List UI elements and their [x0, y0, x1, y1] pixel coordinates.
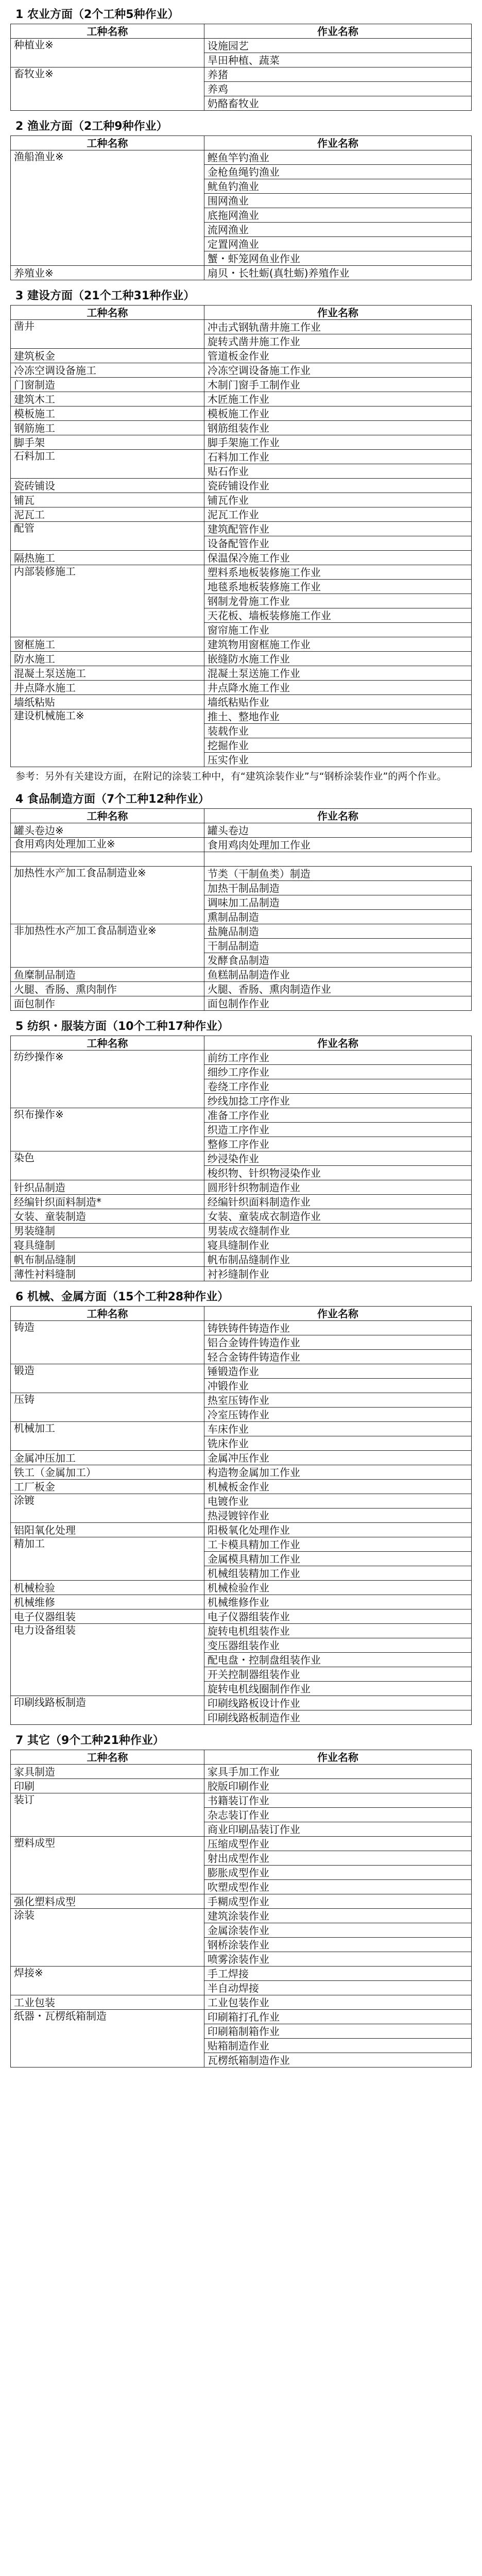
job-type-cell: 焊接※	[11, 1967, 204, 1995]
job-work-cell: 喷雾涂装作业	[204, 1952, 471, 1967]
job-work-cell: 机械组装精加工作业	[204, 1566, 471, 1581]
column-header-work: 作业名称	[204, 24, 471, 39]
job-work-cell: 印刷箱打孔作业	[204, 2010, 471, 2024]
job-type-cell: 火腿、香肠、熏肉制作	[11, 982, 204, 996]
section-title: 1 农业方面（2个工种5种作业）	[15, 8, 179, 21]
job-type-cell: 冷冻空调设备施工	[11, 363, 204, 378]
section-5	[10, 1018, 472, 1281]
job-work-cell: 车床作业	[204, 1422, 471, 1436]
job-work-cell: 贴石作业	[204, 464, 471, 479]
table-row	[11, 1909, 472, 1923]
job-work-cell: 节类（干制鱼类）制造	[204, 867, 471, 881]
job-work-cell: 面包制作作业	[204, 996, 471, 1011]
job-work-cell: 定置网渔业	[204, 237, 471, 251]
table-row	[11, 363, 472, 378]
table-row	[11, 1624, 472, 1638]
table-row	[11, 378, 472, 392]
table-row	[11, 982, 472, 996]
table-row	[11, 1967, 472, 1981]
table-row	[11, 924, 472, 939]
job-work-cell: 调味加工品制造	[204, 895, 471, 910]
job-type-cell: 瓷砖铺设	[11, 479, 204, 493]
table-row	[11, 421, 472, 435]
job-work-cell: 模板施工作业	[204, 406, 471, 421]
header-row	[11, 136, 472, 150]
job-type-cell: 精加工	[11, 1537, 204, 1581]
job-work-cell: 热浸镀锌作业	[204, 1509, 471, 1523]
job-work-cell: 管道板金作业	[204, 349, 471, 363]
column-header-type: 工种名称	[11, 24, 204, 39]
job-work-cell: 男装成衣缝制作业	[204, 1224, 471, 1238]
job-table	[10, 808, 472, 1011]
column-header-type: 工种名称	[11, 809, 204, 823]
job-table	[10, 1306, 472, 1725]
job-type-cell: 铺瓦	[11, 493, 204, 507]
job-type-cell: 隔热施工	[11, 551, 204, 565]
table-row	[11, 1267, 472, 1281]
job-work-cell: 鲣鱼竿钓渔业	[204, 150, 471, 165]
table-row	[11, 867, 472, 881]
job-work-cell: 熏制品制造	[204, 910, 471, 924]
job-work-cell: 锤锻造作业	[204, 1364, 471, 1379]
job-work-cell: 鱼糕制品制造作业	[204, 968, 471, 982]
job-work-cell: 女装、童装成衣制造作业	[204, 1209, 471, 1224]
job-work-cell: 钢桥涂装作业	[204, 1938, 471, 1952]
section-1	[10, 6, 472, 111]
job-work-cell: 泥瓦工作业	[204, 507, 471, 522]
job-type-cell: 纺纱操作※	[11, 1050, 204, 1108]
job-work-cell: 瓦楞纸箱制造作业	[204, 2053, 471, 2067]
column-header-work: 作业名称	[204, 136, 471, 150]
column-header-type: 工种名称	[11, 136, 204, 150]
job-work-cell: 卷绕工序作业	[204, 1079, 471, 1094]
section-7	[10, 1732, 472, 2067]
job-work-cell: 压缩成型作业	[204, 1837, 471, 1851]
job-table	[10, 24, 472, 111]
job-work-cell: 电镀作业	[204, 1494, 471, 1509]
job-type-cell: 电子仪器组装	[11, 1609, 204, 1624]
job-work-cell: 经编针织面料制造作业	[204, 1195, 471, 1209]
job-work-cell: 铺瓦作业	[204, 493, 471, 507]
column-header-type: 工种名称	[11, 1036, 204, 1050]
table-row	[11, 450, 472, 464]
job-type-cell: 泥瓦工	[11, 507, 204, 522]
job-work-cell: 底拖网渔业	[204, 208, 471, 223]
job-table	[10, 1750, 472, 2067]
job-work-cell: 金枪鱼绳钓渔业	[204, 165, 471, 179]
job-work-cell: 纱线加捻工序作业	[204, 1094, 471, 1108]
job-type-cell: 寝具缝制	[11, 1238, 204, 1252]
job-work-cell: 衬衫缝制作业	[204, 1267, 471, 1281]
job-type-cell: 脚手架	[11, 435, 204, 450]
job-work-cell: 准备工序作业	[204, 1108, 471, 1123]
job-work-cell: 木匠施工作业	[204, 392, 471, 406]
table-row	[11, 1793, 472, 1808]
job-type-cell: 金属冲压加工	[11, 1451, 204, 1465]
job-work-cell: 铸铁铸件铸造作业	[204, 1321, 471, 1335]
table-row	[11, 507, 472, 522]
job-work-cell: 嵌缝防水施工作业	[204, 652, 471, 666]
job-work-cell: 轻合金铸件铸造作业	[204, 1350, 471, 1364]
section-title: 7 其它（9个工种21种作业）	[15, 1734, 164, 1747]
job-work-cell: 金属冲压作业	[204, 1451, 471, 1465]
table-row	[11, 493, 472, 507]
job-work-cell: 胶版印刷作业	[204, 1779, 471, 1793]
table-row	[11, 1364, 472, 1379]
job-work-cell: 发酵食品制造	[204, 953, 471, 968]
job-work-cell: 塑料系地板装修施工作业	[204, 565, 471, 580]
table-row	[11, 1779, 472, 1793]
job-work-cell: 旋转电机组装作业	[204, 1624, 471, 1638]
job-work-cell: 围网渔业	[204, 194, 471, 208]
job-work-cell: 地毯系地板装修施工作业	[204, 580, 471, 594]
job-work-cell: 机械板金作业	[204, 1480, 471, 1494]
table-row	[11, 320, 472, 334]
job-work-cell: 印刷线路板设计作业	[204, 1696, 471, 1710]
job-work-cell: 墙纸粘贴作业	[204, 695, 471, 709]
table-row	[11, 1209, 472, 1224]
column-header-work: 作业名称	[204, 1307, 471, 1321]
job-table	[10, 135, 472, 280]
job-type-cell: 井点降水施工	[11, 681, 204, 695]
job-type-cell: 铸造	[11, 1321, 204, 1364]
job-work-cell: 推土、整地作业	[204, 709, 471, 724]
column-header-work: 作业名称	[204, 809, 471, 823]
job-work-cell: 鱿鱼钓渔业	[204, 179, 471, 194]
job-type-cell: 染色	[11, 1151, 204, 1180]
job-type-cell: 配管	[11, 522, 204, 551]
job-work-cell: 火腿、香肠、熏肉制造作业	[204, 982, 471, 996]
job-work-cell: 奶酪畜牧业	[204, 96, 471, 111]
job-type-cell: 涂装	[11, 1909, 204, 1967]
table-row	[11, 852, 472, 867]
table-row	[11, 150, 472, 165]
job-work-cell: 冷冻空调设备施工作业	[204, 363, 471, 378]
job-type-cell: 机械检验	[11, 1581, 204, 1595]
header-row	[11, 1036, 472, 1050]
job-work-cell: 干制品制造	[204, 939, 471, 953]
job-work-cell: 冲击式钢轨凿井施工作业	[204, 320, 471, 334]
job-work-cell-empty	[11, 852, 204, 867]
table-row	[11, 681, 472, 695]
job-type-cell: 男装缝制	[11, 1224, 204, 1238]
table-row	[11, 1894, 472, 1909]
table-row	[11, 406, 472, 421]
job-work-cell: 建筑配管作业	[204, 522, 471, 536]
table-row	[11, 1451, 472, 1465]
table-row	[11, 522, 472, 536]
job-work-cell: 工业包装作业	[204, 1995, 471, 2010]
job-work-cell: 机械维修作业	[204, 1595, 471, 1609]
job-work-cell: 设备配管作业	[204, 536, 471, 551]
job-work-cell: 织造工序作业	[204, 1123, 471, 1137]
table-row	[11, 565, 472, 580]
job-type-cell: 机械维修	[11, 1595, 204, 1609]
job-type-cell: 锻造	[11, 1364, 204, 1393]
job-work-cell: 手糊成型作业	[204, 1894, 471, 1909]
job-type-cell: 工厂板金	[11, 1480, 204, 1494]
section-6	[10, 1289, 472, 1725]
job-work-cell: 帆布制品缝制作业	[204, 1252, 471, 1267]
job-work-cell: 井点降水施工作业	[204, 681, 471, 695]
table-row	[11, 1523, 472, 1537]
column-header-work: 作业名称	[204, 1036, 471, 1050]
table-row	[11, 1581, 472, 1595]
job-work-cell: 天花板、墙板装修施工作业	[204, 608, 471, 623]
table-row	[11, 1180, 472, 1195]
job-work-cell: 保温保冷施工作业	[204, 551, 471, 565]
job-type-cell: 渔船渔业※	[11, 150, 204, 266]
table-row	[11, 838, 472, 852]
job-type-cell: 织布操作※	[11, 1108, 204, 1151]
job-work-cell: 圆形针织物制造作业	[204, 1180, 471, 1195]
job-type-cell: 畜牧业※	[11, 67, 204, 111]
job-type-cell: 涂镀	[11, 1494, 204, 1523]
job-type-cell: 铁工（金属加工）	[11, 1465, 204, 1480]
table-row	[11, 1321, 472, 1335]
job-work-cell: 瓷砖铺设作业	[204, 479, 471, 493]
table-row	[11, 1108, 472, 1123]
job-work-cell: 阳极氧化处理作业	[204, 1523, 471, 1537]
job-work-cell: 膨胀成型作业	[204, 1866, 471, 1880]
job-type-cell: 家具制造	[11, 1765, 204, 1779]
job-work-cell: 挖掘作业	[204, 738, 471, 753]
job-type-cell: 塑料成型	[11, 1837, 204, 1894]
section-title: 5 纺织・服装方面（10个工种17种作业）	[15, 1020, 229, 1033]
job-type-cell: 钢筋施工	[11, 421, 204, 435]
job-work-cell: 装载作业	[204, 724, 471, 738]
job-work-cell: 旋转电机线圈制作作业	[204, 1682, 471, 1696]
job-type-cell: 装订	[11, 1793, 204, 1837]
job-type-cell: 电力设备组装	[11, 1624, 204, 1696]
table-row	[11, 1595, 472, 1609]
table-row	[11, 266, 472, 280]
section-3	[10, 287, 472, 784]
job-work-cell: 钢制龙骨施工作业	[204, 594, 471, 608]
table-row	[11, 652, 472, 666]
table-row	[11, 392, 472, 406]
table-row	[11, 996, 472, 1011]
table-row	[11, 1837, 472, 1851]
table-row	[11, 1494, 472, 1509]
header-row	[11, 306, 472, 320]
job-work-cell: 盐腌品制造	[204, 924, 471, 939]
table-row	[11, 1696, 472, 1710]
job-work-cell: 前纺工序作业	[204, 1050, 471, 1065]
table-row	[11, 1422, 472, 1436]
job-work-cell: 贴箱制造作业	[204, 2039, 471, 2053]
job-work-cell: 金属涂装作业	[204, 1923, 471, 1938]
job-type-cell: 非加热性水产加工食品制造业※	[11, 924, 204, 968]
job-work-cell: 混凝土泵送施工作业	[204, 666, 471, 681]
job-work-cell: 加热干制品制造	[204, 881, 471, 895]
job-work-cell: 窗帘施工作业	[204, 623, 471, 637]
job-work-cell: 铣床作业	[204, 1436, 471, 1451]
job-type-cell: 压铸	[11, 1393, 204, 1422]
job-type-cell: 凿井	[11, 320, 204, 349]
section-2	[10, 118, 472, 280]
job-work-cell: 蟹・虾笼网鱼业作业	[204, 251, 471, 266]
table-row	[11, 1609, 472, 1624]
job-type-cell: 鱼糜制品制造	[11, 968, 204, 982]
job-work-cell: 印刷线路板制造作业	[204, 1710, 471, 1725]
table-row	[11, 968, 472, 982]
job-work-cell: 旋转式凿井施工作业	[204, 334, 471, 349]
job-type-cell: 建筑板金	[11, 349, 204, 363]
job-work-cell: 养鸡	[204, 82, 471, 96]
column-header-type: 工种名称	[11, 1750, 204, 1765]
table-row	[11, 1765, 472, 1779]
table-row	[11, 67, 472, 82]
job-table	[10, 1036, 472, 1281]
job-work-cell: 流网渔业	[204, 223, 471, 237]
job-type-cell: 建设机械施工※	[11, 709, 204, 767]
job-work-cell: 脚手架施工作业	[204, 435, 471, 450]
job-work-cell: 旱田种植、蔬菜	[204, 53, 471, 67]
table-row	[11, 666, 472, 681]
job-work-cell: 冲锻作业	[204, 1379, 471, 1393]
job-work-cell: 设施园艺	[204, 39, 471, 53]
job-work-cell: 热室压铸作业	[204, 1393, 471, 1408]
job-work-cell: 机械检验作业	[204, 1581, 471, 1595]
job-type-cell: 经编针织面料制造*	[11, 1195, 204, 1209]
job-type-cell: 墙纸粘贴	[11, 695, 204, 709]
job-work-cell: 开关控制器组装作业	[204, 1667, 471, 1682]
table-row	[11, 1238, 472, 1252]
job-type-cell: 机械加工	[11, 1422, 204, 1451]
table-row	[11, 39, 472, 53]
table-row	[11, 1151, 472, 1166]
job-work-cell: 构造物金属加工作业	[204, 1465, 471, 1480]
job-work-cell: 罐头卷边	[204, 823, 471, 838]
job-type-cell: 石料加工	[11, 450, 204, 479]
job-type-cell: 门窗制造	[11, 378, 204, 392]
table-row	[11, 1050, 472, 1065]
job-type-cell: 印刷	[11, 1779, 204, 1793]
section-title: 4 食品制造方面（7个工种12种作业）	[15, 793, 210, 806]
table-row	[11, 1252, 472, 1267]
job-work-cell: 铝合金铸件铸造作业	[204, 1335, 471, 1350]
job-work-cell: 梭织物、针织物浸染作业	[204, 1166, 471, 1180]
job-type-cell: 工业包装	[11, 1995, 204, 2010]
job-work-cell: 配电盘・控制盘组装作业	[204, 1653, 471, 1667]
section-title: 2 渔业方面（2工种9种作业）	[15, 120, 168, 133]
job-type-cell: 纸器・瓦楞纸箱制造	[11, 2010, 204, 2067]
header-row	[11, 1750, 472, 1765]
job-type-cell: 女装、童装制造	[11, 1209, 204, 1224]
job-work-cell: 钢筋组装作业	[204, 421, 471, 435]
job-work-cell: 压实作业	[204, 753, 471, 767]
job-work-cell: 养猪	[204, 67, 471, 82]
table-row	[11, 1995, 472, 2010]
table-row	[11, 2010, 472, 2024]
job-work-cell: 纱浸染作业	[204, 1151, 471, 1166]
job-type-cell: 面包制作	[11, 996, 204, 1011]
job-type-cell: 防水施工	[11, 652, 204, 666]
table-row	[11, 435, 472, 450]
section-title: 3 建设方面（21个工种31种作业）	[15, 290, 195, 302]
table-row	[11, 709, 472, 724]
table-row	[11, 479, 472, 493]
job-type-cell: 针织品制造	[11, 1180, 204, 1195]
job-type-cell: 薄性衬料缝制	[11, 1267, 204, 1281]
job-type-cell: 种植业※	[11, 39, 204, 67]
header-row	[11, 1307, 472, 1321]
job-work-cell: 建筑涂装作业	[204, 1909, 471, 1923]
job-work-cell: 建筑物用窗框施工作业	[204, 637, 471, 652]
job-type-cell: 养殖业※	[11, 266, 204, 280]
job-work-cell: 食用鸡肉处理加工作业	[204, 838, 471, 852]
job-type-cell: 内部装修施工	[11, 565, 204, 637]
job-work-cell: 扇贝・长牡蛎(真牡蛎)养殖作业	[204, 266, 471, 280]
table-row	[11, 1465, 472, 1480]
section-note: 参考：另外有关建设方面，在附记的涂装工种中，有“建筑涂装作业”与“钢桥涂装作业”的两个作业。	[15, 771, 447, 782]
header-row	[11, 24, 472, 39]
table-row	[11, 551, 472, 565]
job-work-cell: 杂志装订作业	[204, 1808, 471, 1822]
job-work-cell: 射出成型作业	[204, 1851, 471, 1866]
job-work-cell: 工卡模具精加工作业	[204, 1537, 471, 1552]
table-row	[11, 695, 472, 709]
section-4	[10, 791, 472, 1011]
job-type-cell: 混凝土泵送施工	[11, 666, 204, 681]
job-work-cell: 金属模具精加工作业	[204, 1552, 471, 1566]
table-row	[11, 349, 472, 363]
job-type-cell: 食用鸡肉处理加工业※	[11, 838, 204, 852]
table-row	[11, 637, 472, 652]
job-type-cell: 罐头卷边※	[11, 823, 204, 838]
job-type-cell: 铝阳氧化处理	[11, 1523, 204, 1537]
job-work-cell: 整修工序作业	[204, 1137, 471, 1151]
job-type-cell: 印刷线路板制造	[11, 1696, 204, 1725]
job-type-cell: 模板施工	[11, 406, 204, 421]
column-header-work: 作业名称	[204, 306, 471, 320]
table-row	[11, 823, 472, 838]
job-type-cell: 窗框施工	[11, 637, 204, 652]
job-work-cell: 手工焊接	[204, 1967, 471, 1981]
job-work-cell: 书籍装订作业	[204, 1793, 471, 1808]
job-work-cell: 细纱工序作业	[204, 1065, 471, 1079]
header-row	[11, 809, 472, 823]
job-work-cell: 变压器组装作业	[204, 1638, 471, 1653]
table-row	[11, 1537, 472, 1552]
job-work-cell: 冷室压铸作业	[204, 1408, 471, 1422]
column-header-type: 工种名称	[11, 306, 204, 320]
job-work-cell: 商业印刷品装订作业	[204, 1822, 471, 1837]
job-table	[10, 305, 472, 767]
table-row	[11, 1224, 472, 1238]
table-row	[11, 1480, 472, 1494]
job-work-cell: 半自动焊接	[204, 1981, 471, 1995]
table-row	[11, 1393, 472, 1408]
job-work-cell: 寝具缝制作业	[204, 1238, 471, 1252]
job-work-cell: 印刷箱制箱作业	[204, 2024, 471, 2039]
column-header-type: 工种名称	[11, 1307, 204, 1321]
job-work-cell: 石料加工作业	[204, 450, 471, 464]
section-title: 6 机械、金属方面（15个工种28种作业）	[15, 1291, 229, 1303]
column-header-work: 作业名称	[204, 1750, 471, 1765]
table-row	[11, 1195, 472, 1209]
job-type-cell: 帆布制品缝制	[11, 1252, 204, 1267]
job-work-cell: 电子仪器组装作业	[204, 1609, 471, 1624]
job-type-cell: 强化塑料成型	[11, 1894, 204, 1909]
job-work-cell: 家具手加工作业	[204, 1765, 471, 1779]
job-work-cell: 吹塑成型作业	[204, 1880, 471, 1894]
job-type-cell: 加热性水产加工食品制造业※	[11, 867, 204, 924]
job-work-cell: 木制门窗手工制作业	[204, 378, 471, 392]
job-type-cell: 建筑木工	[11, 392, 204, 406]
